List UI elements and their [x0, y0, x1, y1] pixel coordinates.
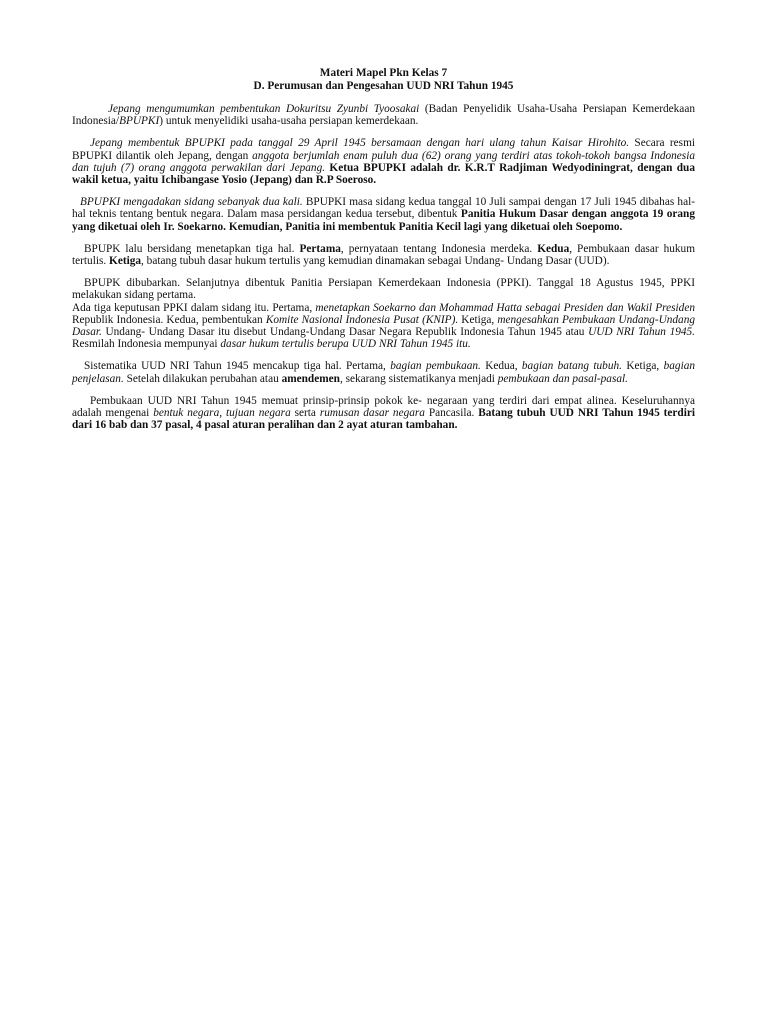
paragraph-bpupki-sessions: [72, 196, 695, 233]
spacer: [72, 127, 695, 137]
body-text: , sekarang sistematikanya menjadi: [339, 372, 498, 385]
paragraph-bpupki-announcement: [72, 103, 695, 127]
italic-text: Komite Nasional Indonesia Pusat (KNIP).: [265, 313, 459, 326]
bold-text: amendemen: [281, 372, 340, 385]
italic-text: bagian batang tubuh.: [521, 360, 622, 373]
italic-text: bentuk negara, tujuan negara: [153, 407, 291, 420]
body-text: , batang tubuh dasar hukum tertulis yang kemudian dinamakan sebagai Undang- Undang Dasar (UUD).: [141, 255, 610, 268]
body-text: Resmilah Indonesia mempunyai: [72, 338, 221, 351]
spacer: [72, 267, 695, 277]
italic-text: bagian pembukaan.: [390, 360, 481, 373]
bold-text: Ketiga: [109, 255, 142, 268]
paragraph-bpupki-formation: [72, 137, 695, 186]
body-text: Ketiga,: [621, 360, 664, 373]
body-text: Pembukaan UUD NRI Tahun 1945 memuat prinsip-prinsip pokok ke- negaraan yang terdiri dari empat alinea. Keseluruhannya adalah mengenai: [72, 394, 695, 420]
body-text: ) untuk menyelidiki usaha-usaha persiapan kemerdekaan.: [159, 115, 419, 128]
spacer: [72, 233, 695, 243]
body-text: Ada tiga keputusan PPKI dalam sidang itu. Pertama,: [72, 301, 316, 314]
paragraph-bpupk-decisions: [72, 243, 695, 267]
italic-text: bagian penjelasan.: [72, 360, 696, 385]
body-text: , Pembukaan dasar hukum tertulis.: [72, 242, 695, 268]
body-text: (Badan Penyelidik Usaha-Usaha Persiapan Kemerdekaan Indonesia/: [72, 103, 695, 128]
italic-text: BPUPKI: [119, 115, 160, 128]
bold-text: Batang tubuh UUD NRI Tahun 1945 terdiri dari 16 bab dan 37 pasal, 4 pasal aturan peralihan dan 2 ayat aturan tambahan.: [72, 407, 695, 432]
spacer: [72, 385, 695, 395]
italic-text: anggota berjumlah enam puluh dua (62) orang yang terdiri atas tokoh-tokoh bangsa Indonesia dan tujuh (7) orang anggota perwakilan dari Jepang.: [72, 149, 695, 174]
paragraph-ppki-decisions: [72, 302, 695, 351]
italic-text: Jepang membentuk BPUPKI pada tanggal 29 April 1945 bersamaan dengan hari ulang tahun Kaisar Hirohito.: [90, 137, 630, 150]
body-text: Secara resmi BPUPKI dilantik oleh Jepang, dengan: [72, 137, 695, 162]
italic-text: UUD NRI Tahun 1945.: [588, 326, 695, 339]
italic-text: pembukaan dan pasal-pasal.: [497, 372, 628, 385]
body-text: Pancasila.: [424, 407, 479, 420]
body-text: serta: [290, 407, 320, 420]
document-title: Materi Mapel Pkn Kelas 7: [319, 67, 448, 79]
body-text: Undang- Undang Dasar itu disebut Undang-Undang Dasar Negara Republik Indonesia Tahun 1945 atau: [101, 326, 589, 339]
spacer: [72, 93, 695, 103]
body-text: Republik Indonesia. Kedua, pembentukan: [72, 313, 266, 326]
document-subtitle: D. Perumusan dan Pengesahan UUD NRI Tahun 1945: [253, 80, 514, 92]
body-text: Setelah dilakukan perubahan atau: [123, 372, 282, 385]
bold-text: Pertama: [299, 242, 341, 255]
spacer: [72, 350, 695, 360]
body-text: Kedua,: [480, 360, 522, 373]
spacer: [72, 186, 695, 196]
italic-text: dasar hukum tertulis berupa UUD NRI Tahun 1945 itu.: [220, 338, 471, 351]
italic-text: menetapkan Soekarno dan Mohammad Hatta sebagai Presiden dan Wakil Presiden: [315, 301, 695, 314]
italic-text: BPUPKI mengadakan sidang sebanyak dua kali.: [80, 196, 303, 209]
body-text: BPUPK dibubarkan. Selanjutnya dibentuk Panitia Persiapan Kemerdekaan Indonesia (PPKI). Tanggal 18 Agustus 1945, PPKI melakukan sidang pertama.: [72, 277, 695, 302]
body-text: Ketiga,: [458, 313, 498, 326]
paragraph-ppki-formation: [72, 277, 695, 301]
bold-text: Ketua BPUPKI adalah dr. K.R.T Radjiman Wedyodiningrat, dengan dua wakil ketua, yaitu Ichibangase Yosio (Jepang) dan R.P Soeroso.: [72, 161, 695, 187]
italic-text: Jepang mengumumkan pembentukan Dokuritsu Zyunbi Tyoosakai: [108, 103, 420, 115]
paragraph-uud-preamble: [72, 395, 695, 432]
italic-text: mengesahkan Pembukaan Undang-Undang Dasar.: [72, 313, 695, 339]
body-text: , pernyataan tentang Indonesia merdeka.: [340, 242, 538, 255]
italic-text: rumusan dasar negara: [319, 407, 425, 420]
paragraph-uud-systematics: [72, 360, 695, 384]
document-page: [72, 67, 695, 431]
body-text: BPUPK lalu bersidang menetapkan tiga hal.: [84, 242, 300, 255]
body-text: BPUPKI masa sidang kedua tanggal 10 Juli sampai dengan 17 Juli 1945 dibahas hal-hal teknis tentang bentuk negara. Dalam masa persidangan kedua tersebut, dibentuk: [72, 196, 695, 221]
bold-text: Kedua: [537, 242, 570, 255]
body-text: Sistematika UUD NRI Tahun 1945 mencakup tiga hal. Pertama,: [84, 360, 391, 373]
bold-text: Panitia Hukum Dasar dengan anggota 19 orang yang diketuai oleh Ir. Soekarno. Kemudian, Panitia ini membentuk Panitia Kecil lagi yang diketuai oleh Soepomo.: [72, 208, 695, 233]
